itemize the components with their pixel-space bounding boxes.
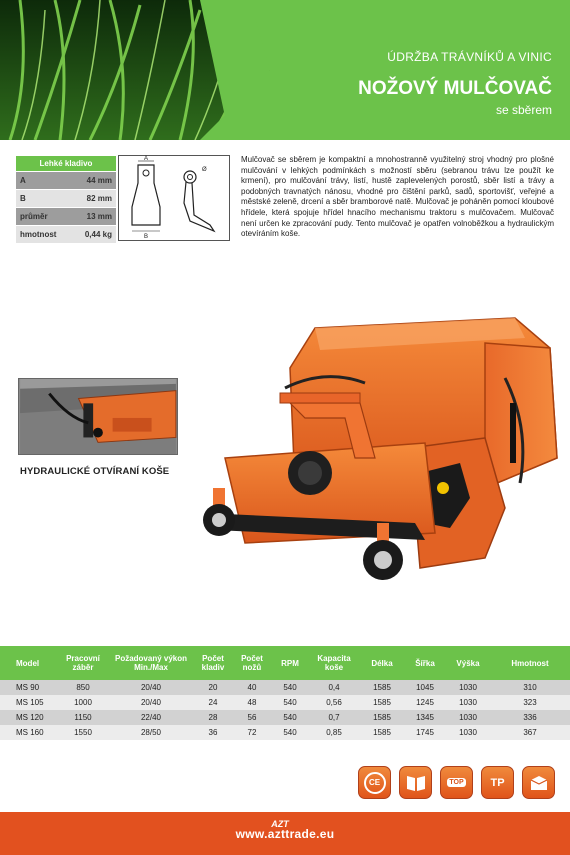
table-row: B 82 mm bbox=[16, 189, 116, 207]
ce-mark-icon: CE bbox=[358, 766, 391, 799]
table-row: MS 120 1150 22/40 28 56 540 0,7 1585 1345 1030 336 bbox=[0, 710, 570, 725]
dimension-label-b: B bbox=[143, 234, 149, 240]
product-subtitle: se sběrem bbox=[495, 103, 552, 117]
svg-text:AZT: AZT bbox=[271, 819, 289, 829]
table-row: průměr 13 mm bbox=[16, 207, 116, 225]
column-header: Výška bbox=[446, 646, 490, 680]
column-header: Počet kladiv bbox=[194, 646, 232, 680]
manual-book-icon bbox=[399, 766, 432, 799]
tp-technical-passport-icon: TP bbox=[481, 766, 514, 799]
column-header: Hmotnost bbox=[490, 646, 570, 680]
table-row: MS 105 1000 20/40 24 48 540 0,56 1585 1245 1030 323 bbox=[0, 695, 570, 710]
dimension-label-a: A bbox=[143, 156, 149, 162]
top-quality-icon: TOP bbox=[440, 766, 473, 799]
column-header: Model bbox=[0, 646, 58, 680]
blade-spec-table bbox=[16, 156, 116, 244]
column-header: Délka bbox=[360, 646, 404, 680]
footer bbox=[0, 812, 570, 855]
blade-spec-heading: Lehké kladivo bbox=[16, 156, 116, 171]
column-header: Počet nožů bbox=[232, 646, 272, 680]
table-row: MS 90 850 20/40 20 40 540 0,4 1585 1045 1030 310 bbox=[0, 680, 570, 695]
header-banner bbox=[0, 0, 570, 140]
mulcher-product-photo bbox=[185, 308, 570, 608]
models-table bbox=[0, 646, 570, 740]
table-row: MS 160 1550 28/50 36 72 540 0,85 1585 1745 1030 367 bbox=[0, 725, 570, 740]
product-description: Mulčovač se sběrem je kompaktní a mnohostranně využitelný stroj vhodný pro plošné mulčování v lehkých podmínkách s možností sběru (sebranou trávu lze použít ke krmení), pro mulčování trávy, listí, hustě zaplevelených porostů, sběr listí a trávy a podobných travnatých nánosu, vhodné pro čištění parků, sadů, sportovišť, veřejné a městské zeleně, drcení a sběr bramborové natě. Mulčovač je poháněn pomocí kloubové hřídele, která spojuje hřídel hnacího mechanismu traktoru s mulčovačem. Mulčovač není určen ke zpracování pudy. Tento mulčovač je opatřen volnoběžkou a hydraulickým otevíráním koše. bbox=[241, 155, 554, 239]
table-header-row bbox=[0, 646, 570, 680]
column-header: RPM bbox=[272, 646, 308, 680]
column-header: Kapacita koše bbox=[308, 646, 360, 680]
category-label: ÚDRŽBA TRÁVNÍKŮ A VINIC bbox=[387, 50, 552, 64]
column-header: Požadovaný výkon Min./Max bbox=[108, 646, 194, 680]
inset-caption: HYDRAULICKÉ OTVÍRANÍ KOŠE bbox=[20, 466, 170, 477]
hydraulic-opening-photo bbox=[18, 378, 178, 455]
packaging-icon bbox=[522, 766, 555, 799]
grass-photo bbox=[0, 0, 570, 140]
product-title: NOŽOVÝ MULČOVAČ bbox=[358, 78, 552, 99]
dimension-label-diameter: Ø bbox=[202, 167, 207, 173]
table-row: A 44 mm bbox=[16, 171, 116, 189]
website-link[interactable]: www.azttrade.eu bbox=[235, 827, 335, 841]
column-header: Šířka bbox=[404, 646, 446, 680]
column-header: Pracovní záběr bbox=[58, 646, 108, 680]
certification-icons bbox=[358, 766, 558, 802]
blade-diagram bbox=[118, 155, 230, 241]
table-row: hmotnost 0,44 kg bbox=[16, 225, 116, 243]
